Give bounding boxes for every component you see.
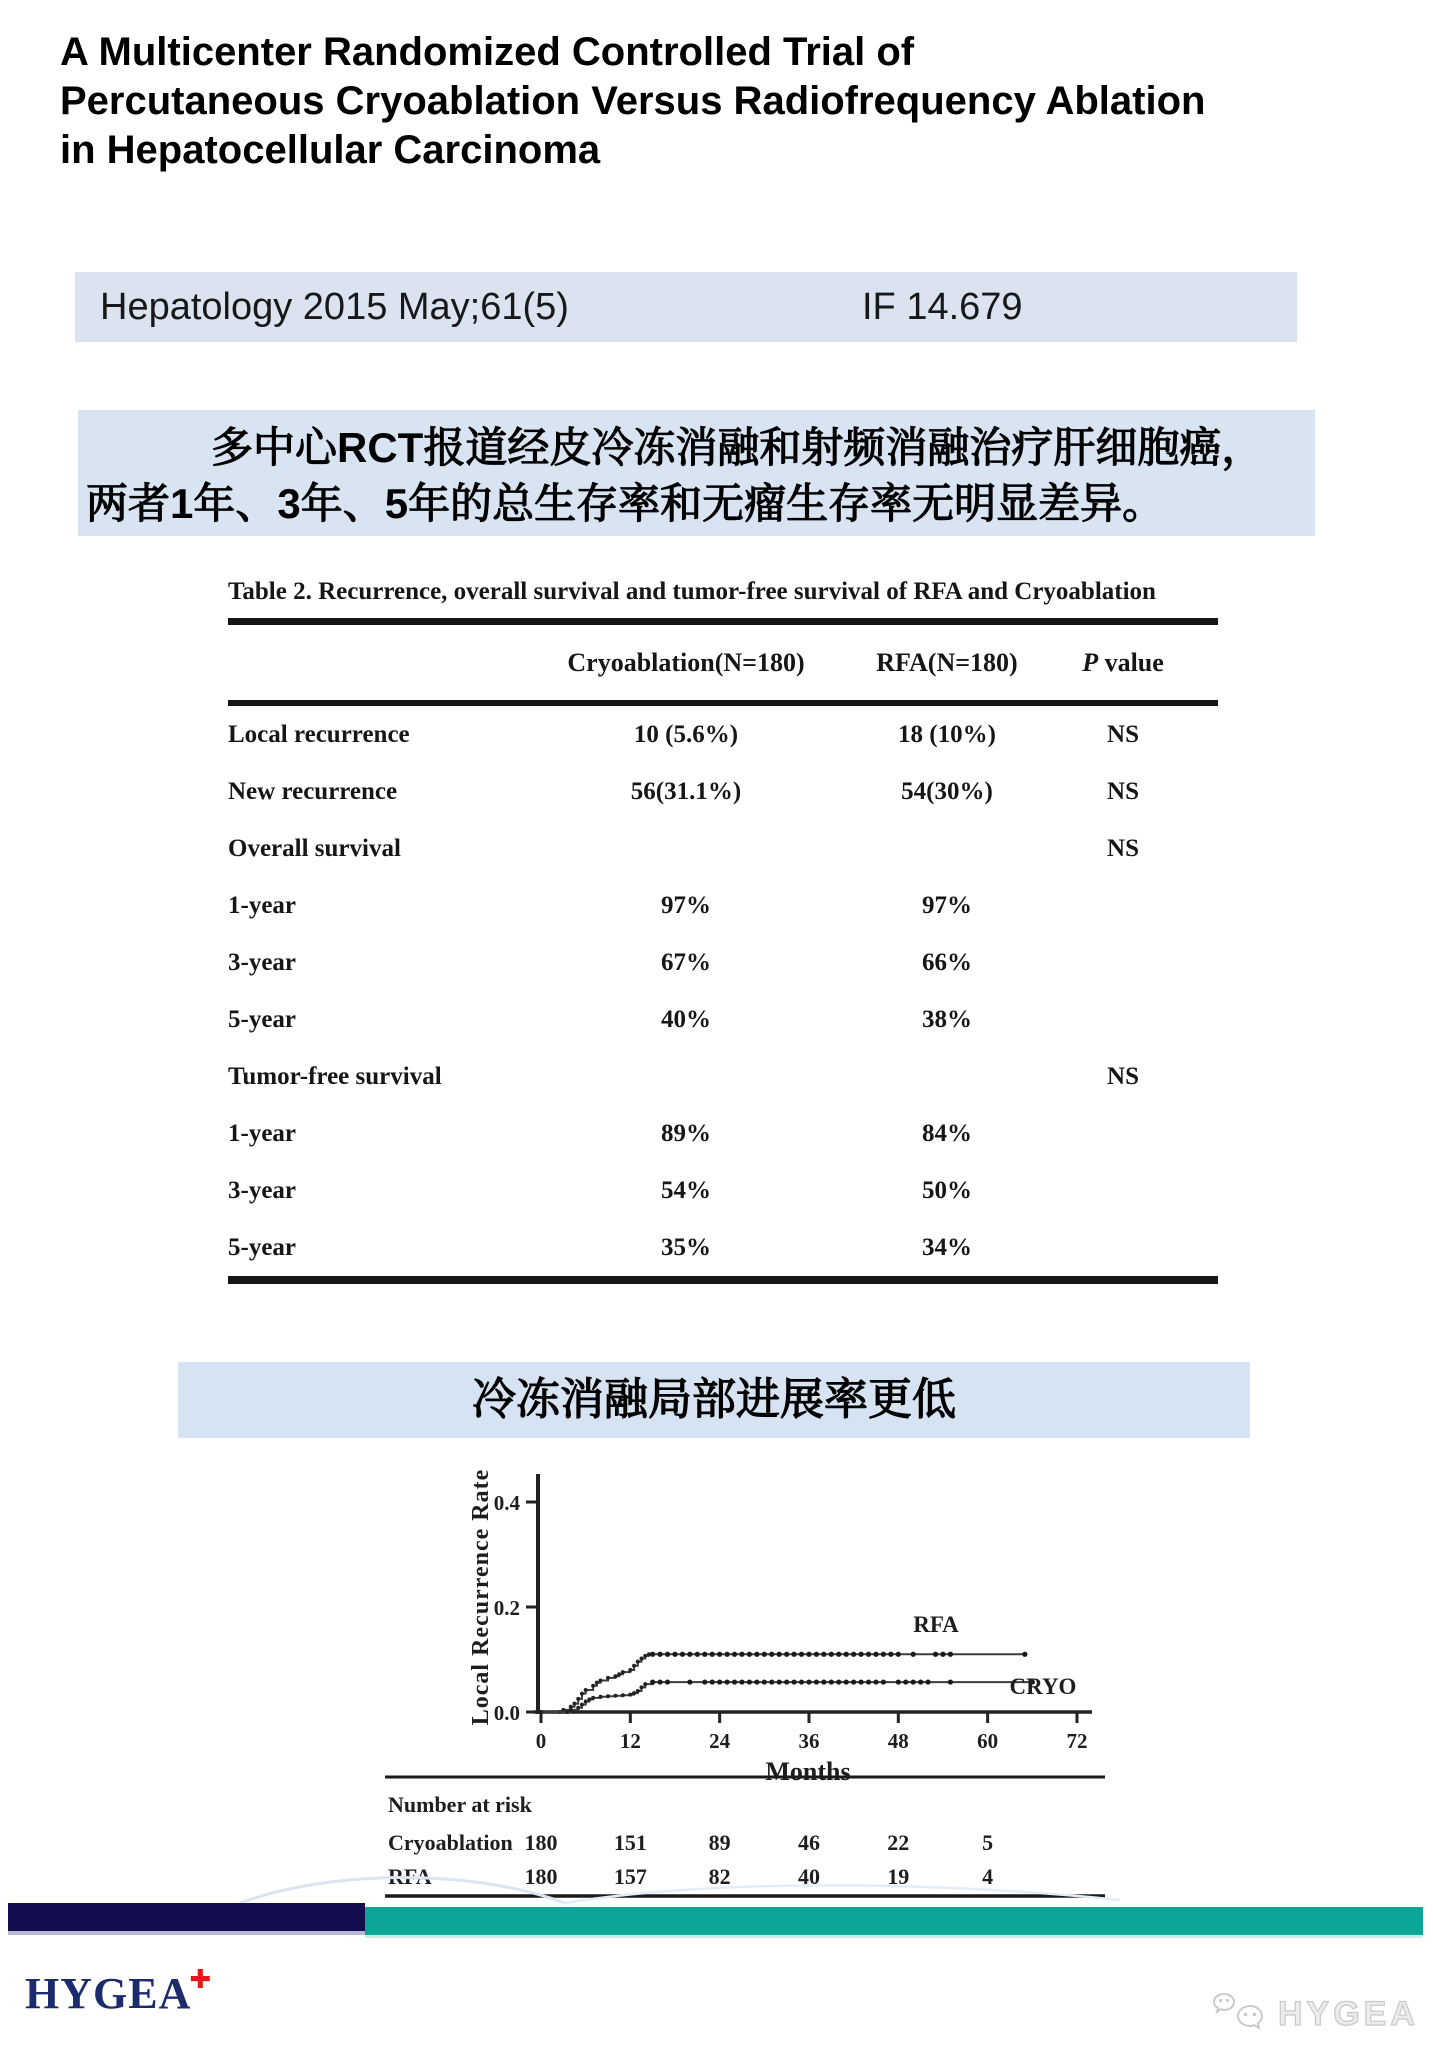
row-rfa-value: 50% (922, 1176, 972, 1204)
table-row (228, 706, 1218, 763)
svg-text:72: 72 (1066, 1729, 1088, 1753)
red-cross-icon: ✚ (189, 1965, 213, 1995)
title-line-2: Percutaneous Cryoablation Versus Radiofrequency Ablation (60, 79, 1206, 123)
svg-text:89: 89 (708, 1830, 731, 1855)
row-label: Overall survival (228, 834, 401, 862)
svg-text:82: 82 (708, 1864, 731, 1889)
title-line-3: in Hepatocellular Carcinoma (60, 128, 601, 172)
table-row (228, 1219, 1218, 1276)
footer-bar-navy (8, 1903, 365, 1931)
hygea-logo-text: HYGEA (25, 1969, 192, 2018)
svg-text:0.2: 0.2 (493, 1596, 520, 1620)
row-p-value: NS (1107, 834, 1139, 862)
results-table (228, 578, 1218, 1284)
svg-text:4: 4 (982, 1864, 994, 1889)
watermark-text: HYGEA (1278, 1994, 1419, 2033)
impact-factor: IF 14.679 (862, 286, 1023, 328)
row-p-value: NS (1107, 1062, 1139, 1090)
row-label: 5-year (228, 1005, 297, 1033)
svg-text:CRYO: CRYO (1009, 1674, 1077, 1699)
column-header-pvalue: P value (1082, 647, 1164, 677)
svg-text:12: 12 (619, 1729, 641, 1753)
table-row (228, 820, 1218, 877)
row-cryo-value: 54% (661, 1176, 711, 1204)
row-label: 3-year (228, 948, 297, 976)
table-caption: Table 2. Recurrence, overall survival and tumor-free survival of RFA and Cryoablation (228, 578, 1156, 605)
row-cryo-value: 56(31.1%) (630, 777, 742, 805)
svg-text:22: 22 (887, 1830, 910, 1855)
footer-bar-teal (365, 1907, 1423, 1935)
row-rfa-value: 84% (922, 1119, 972, 1147)
svg-text:180: 180 (524, 1830, 558, 1855)
row-rfa-value: 18 (10%) (898, 720, 996, 748)
summary-line-2: 两者1年、3年、5年的总生存率和无瘤生存率无明显差异。 (86, 480, 1165, 527)
svg-text:40: 40 (797, 1864, 820, 1889)
row-label: Local recurrence (228, 720, 410, 748)
journal-bar (75, 272, 1297, 342)
table-row (228, 1105, 1218, 1162)
summary-line-1: 多中心RCT报道经皮冷冻消融和射频消融治疗肝细胞癌， (211, 424, 1264, 471)
row-cryo-value: 67% (661, 948, 711, 976)
table-header-row (228, 625, 1218, 700)
table-row (228, 1048, 1218, 1105)
page-title (60, 28, 1390, 175)
svg-text:36: 36 (798, 1729, 820, 1753)
table-row (228, 991, 1218, 1048)
column-header-rfa: RFA(N=180) (876, 647, 1018, 677)
svg-text:48: 48 (887, 1729, 909, 1753)
table-rule-bottom (228, 1276, 1218, 1284)
svg-text:Months: Months (765, 1757, 851, 1786)
journal-citation: Hepatology 2015 May;61(5) (100, 286, 569, 328)
svg-text:Cryoablation: Cryoablation (388, 1830, 513, 1855)
row-rfa-value: 66% (922, 948, 972, 976)
row-rfa-value: 97% (922, 891, 972, 919)
row-p-value: NS (1107, 777, 1139, 805)
row-cryo-value: 40% (661, 1005, 711, 1033)
svg-text:180: 180 (524, 1864, 558, 1889)
table-row (228, 1162, 1218, 1219)
wechat-icon (1212, 1992, 1268, 2036)
table-row (228, 934, 1218, 991)
row-label: Tumor-free survival (228, 1062, 442, 1090)
svg-text:0: 0 (535, 1729, 547, 1753)
svg-text:19: 19 (887, 1864, 910, 1889)
svg-text:Local Recurrence Rate: Local Recurrence Rate (468, 1468, 494, 1726)
svg-text:24: 24 (709, 1729, 731, 1753)
svg-text:Number at risk: Number at risk (388, 1792, 532, 1817)
title-line-1: A Multicenter Randomized Controlled Trial of (60, 30, 915, 74)
row-cryo-value: 97% (661, 891, 711, 919)
row-label: 3-year (228, 1176, 297, 1204)
footer-bar-navy-shadow (8, 1931, 365, 1935)
row-label: New recurrence (228, 777, 398, 805)
row-rfa-value: 38% (922, 1005, 972, 1033)
svg-text:60: 60 (977, 1729, 999, 1753)
svg-text:RFA: RFA (388, 1864, 432, 1889)
table-row (228, 763, 1218, 820)
local-recurrence-chart (370, 1450, 1115, 1905)
hygea-watermark (1212, 1992, 1419, 2036)
row-cryo-value: 35% (661, 1233, 711, 1261)
row-cryo-value: 89% (661, 1119, 711, 1147)
column-header-cryoablation: Cryoablation(N=180) (567, 647, 805, 677)
hygea-logo (25, 1965, 214, 2019)
row-p-value: NS (1107, 720, 1139, 748)
svg-text:151: 151 (613, 1830, 647, 1855)
row-label: 1-year (228, 1119, 297, 1147)
svg-text:157: 157 (613, 1864, 647, 1889)
table-row (228, 877, 1218, 934)
footer-bar-teal-shadow (365, 1935, 1423, 1938)
summary-box (78, 410, 1315, 536)
table-rule-top (228, 618, 1218, 625)
row-cryo-value: 10 (5.6%) (633, 720, 739, 748)
row-rfa-value: 34% (922, 1233, 972, 1261)
highlight-band (178, 1362, 1250, 1438)
svg-text:0.0: 0.0 (493, 1701, 520, 1725)
svg-text:0.4: 0.4 (493, 1491, 520, 1515)
svg-text:46: 46 (797, 1830, 820, 1855)
svg-text:RFA: RFA (913, 1612, 959, 1637)
row-label: 5-year (228, 1233, 297, 1261)
svg-text:5: 5 (982, 1830, 994, 1855)
row-label: 1-year (228, 891, 297, 919)
decorative-swoosh (0, 1850, 1433, 1910)
highlight-band-text: 冷冻消融局部进展率更低 (472, 1375, 956, 1424)
row-rfa-value: 54(30%) (901, 777, 993, 805)
